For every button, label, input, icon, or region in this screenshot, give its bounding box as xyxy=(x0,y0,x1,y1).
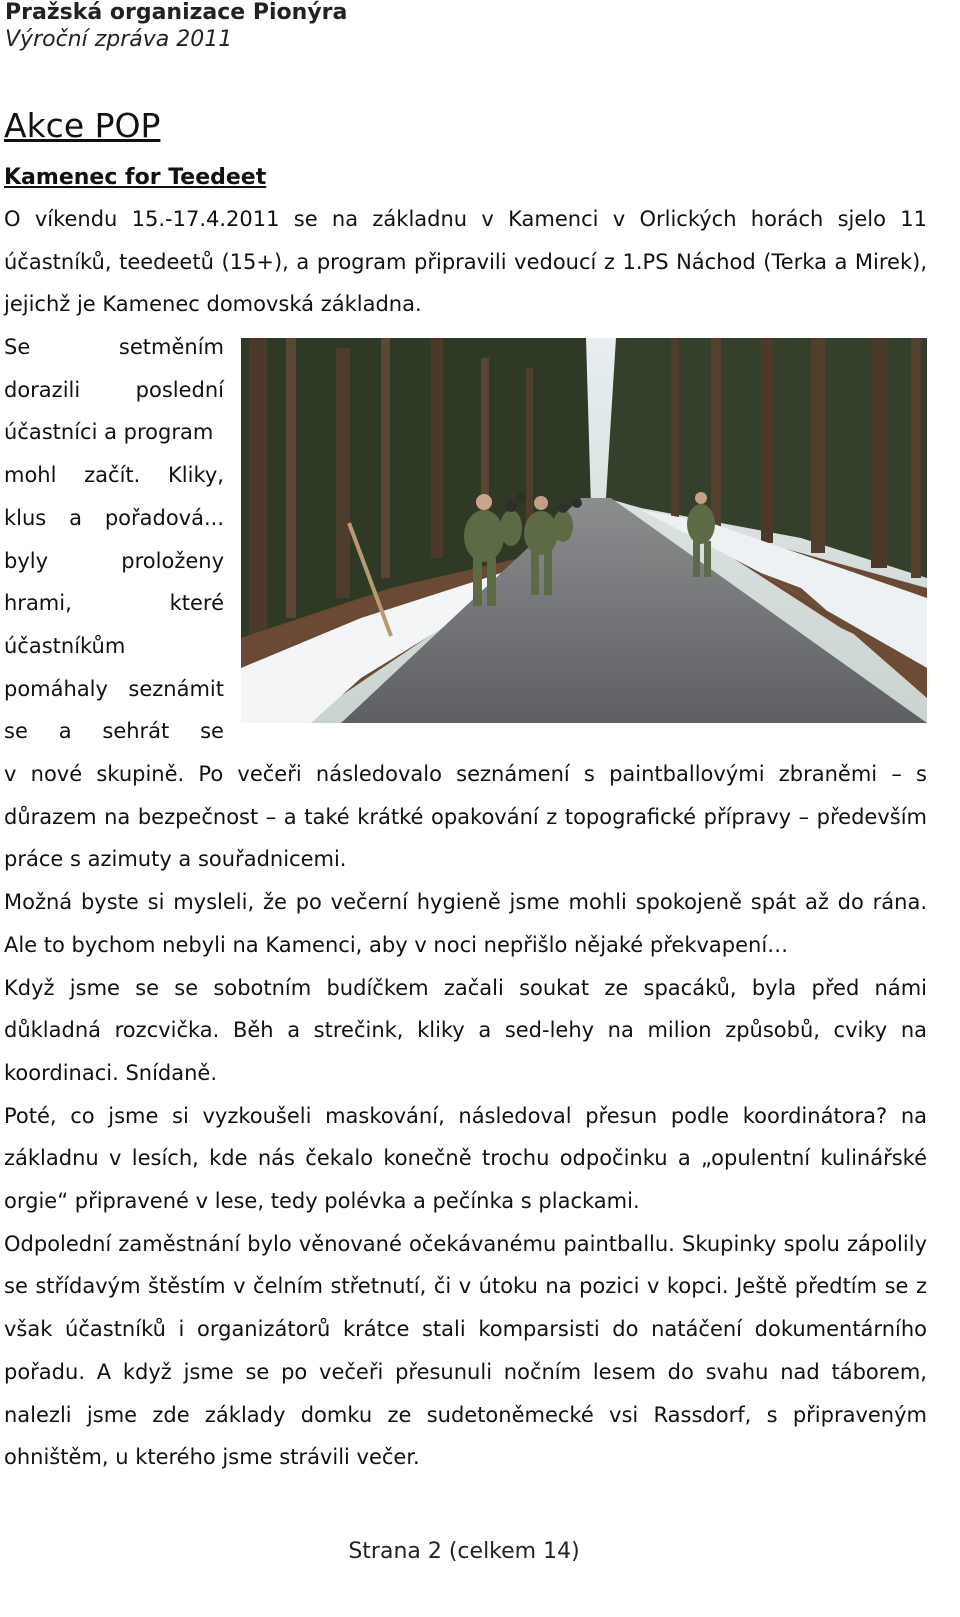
float-word: Se xyxy=(4,335,31,359)
paragraph-text: Odpolední zaměstnání bylo věnované očekávanému paintballu. Skupinky spolu zápolily se střídavým štěstím v čelním střetnutí, či v útoku na pozici v kopci. Ještě předtím se z však účastníků i organizátorů krátce stali komparsisti do natáčení dokumentárního pořadu. A když jsme se po večeři přesunuli nočním lesem do svahu nad táborem, nalezli jsme zde základy domku ze sudetoněmecké vsi Rassdorf, s připraveným ohništěm, u kterého jsme strávili večer. xyxy=(4,1231,927,1470)
float-word: pořadová... xyxy=(104,505,224,530)
running-group-photo xyxy=(241,338,927,723)
float-word: proloženy xyxy=(121,548,224,573)
organization-name: Pražská organizace Pionýra xyxy=(5,0,348,25)
float-word: se xyxy=(200,719,224,744)
float-word: poslední xyxy=(135,377,224,402)
float-word: účastníkům xyxy=(4,633,126,658)
float-text-line xyxy=(4,710,224,753)
paragraph-text: v nové skupině. Po večeři následovalo seznámení s paintballovými zbraněmi – s důrazem na bezpečnost – a také krátké opakování z topografické přípravy – především práce s azimuty a souřadnicemi. xyxy=(4,762,927,872)
float-text-line xyxy=(4,326,224,369)
float-text-line xyxy=(4,497,224,540)
float-word: účastníci a program xyxy=(4,420,214,445)
photo-forest-road-run xyxy=(241,338,927,723)
float-word: se xyxy=(4,719,28,744)
float-word: a xyxy=(58,719,72,744)
article-title: Kamenec for Teedeet xyxy=(4,165,267,190)
float-word: dorazili xyxy=(4,377,81,402)
float-text-line xyxy=(4,411,224,454)
report-title: Výroční zpráva 2011 xyxy=(5,27,233,52)
page-number-footer: Strana 2 (celkem 14) xyxy=(348,1539,580,1564)
float-word: setměním xyxy=(118,335,224,359)
float-word: sehrát xyxy=(102,719,170,744)
intro-paragraph xyxy=(4,198,927,326)
paragraph-text: O víkendu 15.-17.4.2011 se na základnu v Kamenci v Orlických horách sjelo 11 účastníků, teedeetů (15+), a program připravili vedoucí z 1.PS Náchod (Terka a Mirek), jejichž je Kamenec domovská základna. xyxy=(4,207,927,317)
float-word: pomáhaly xyxy=(4,676,108,701)
float-text-line xyxy=(4,454,224,497)
float-word: hrami, xyxy=(4,591,72,616)
float-word: Kliky, xyxy=(168,463,224,488)
document-header xyxy=(5,0,347,54)
float-text-column xyxy=(4,326,224,753)
body-text xyxy=(4,753,927,1479)
float-word: které xyxy=(169,591,224,616)
float-text-line xyxy=(4,582,224,625)
float-text-line xyxy=(4,369,224,412)
float-word: seznámit xyxy=(128,676,224,701)
float-text-line xyxy=(4,625,224,668)
paragraph-text: Když jsme se se sobotním budíčkem začali soukat ze spacáků, byla před námi důkladná rozcvička. Běh a strečink, kliky a sed-lehy na milion způsobů, cviky na koordinaci. Snídaně. xyxy=(4,975,927,1085)
float-word: klus xyxy=(4,505,47,530)
float-word: byly xyxy=(4,548,49,573)
float-word: začít. xyxy=(84,463,141,488)
float-text-line xyxy=(4,668,224,711)
section-heading: Akce POP xyxy=(4,106,161,145)
paragraph-text: Možná byste si mysleli, že po večerní hygieně jsme mohli spokojeně spát až do rána. Ale to bychom nebyli na Kamenci, aby v noci nepřišlo nějaké překvapení… xyxy=(4,890,927,957)
float-text-line xyxy=(4,540,224,583)
paragraph-text: Poté, co jsme si vyzkoušeli maskování, následoval přesun podle koordinátora? na základnu v lesích, kde nás čekalo konečně trochu odpočinku a „opulentní kulinářské orgie“ připravené v lese, tedy polévka a pečínka s plackami. xyxy=(4,1103,927,1214)
float-word: a xyxy=(69,505,82,530)
float-word: mohl xyxy=(4,463,57,488)
